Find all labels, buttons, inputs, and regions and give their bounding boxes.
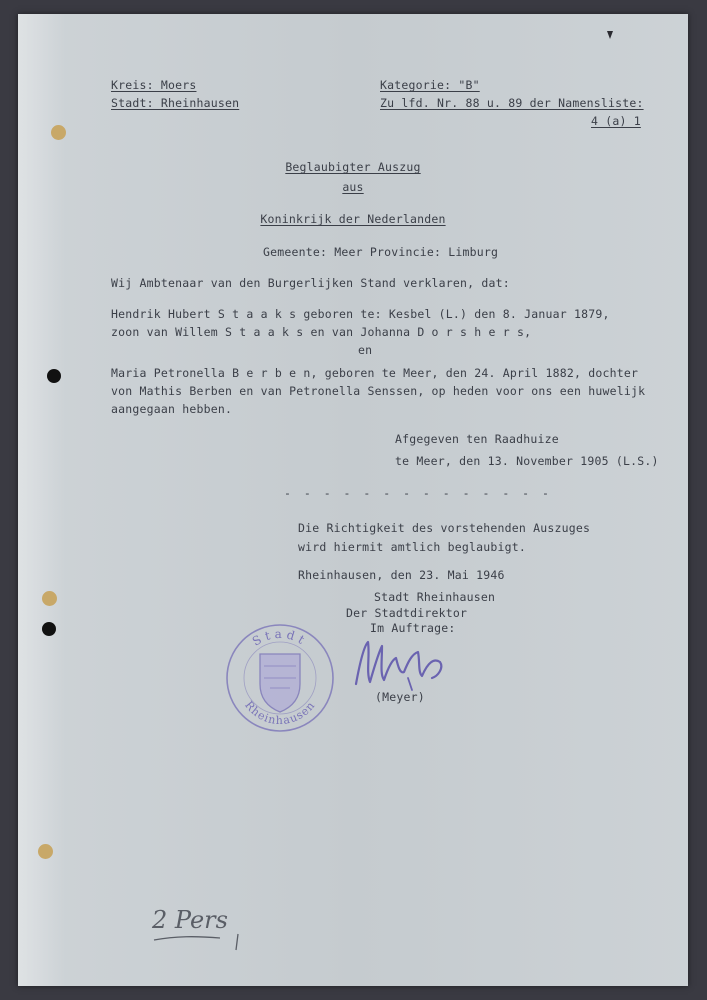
official-stamp — [224, 622, 336, 734]
signatory-title: Der Stadtdirektor — [346, 606, 468, 620]
place-date: Rheinhausen, den 23. Mai 1946 — [298, 568, 505, 582]
punch-hole — [47, 369, 61, 383]
issued-line-1: Afgegeven ten Raadhuize — [395, 432, 559, 446]
namensliste-ref: Zu lfd. Nr. 88 u. 89 der Namensliste: — [380, 96, 644, 110]
groom-line-2: zoon van Willem S t a a k s en van Johanna D o r s h e r s, — [111, 325, 532, 339]
kategorie-label: Kategorie: "B" — [380, 78, 480, 92]
country-heading: Koninkrijk der Nederlanden — [260, 212, 446, 226]
signatory-office: Stadt Rheinhausen — [374, 590, 496, 604]
signatory-by-order: Im Auftrage: — [370, 621, 456, 635]
intro-line: Wij Ambtenaar van den Burgerlijken Stand verklaren, dat: — [111, 276, 510, 290]
conjunction-en: en — [358, 343, 373, 357]
document-page — [18, 14, 688, 986]
list-reference: 4 (a) 1 — [591, 114, 641, 128]
signatory-name: (Meyer) — [375, 690, 425, 704]
pencil-note-text: 2 Pers — [152, 906, 228, 934]
certification-line-2: wird hiermit amtlich beglaubigt. — [298, 540, 526, 554]
punch-hole — [51, 125, 66, 140]
bride-line-1: Maria Petronella B e r b e n, geboren te Meer, den 24. April 1882, dochter — [111, 366, 639, 380]
document-title: Beglaubigter Auszug — [285, 160, 421, 174]
bride-line-2: von Mathis Berben en van Petronella Senssen, op heden voor ons een huwelijk — [111, 384, 646, 398]
pencil-annotation — [146, 896, 256, 956]
issued-line-2: te Meer, den 13. November 1905 (L.S.) — [395, 454, 659, 468]
municipality-line: Gemeente: Meer Provincie: Limburg — [263, 245, 499, 259]
bride-line-3: aangegaan hebben. — [111, 402, 233, 416]
punch-hole — [42, 622, 56, 636]
corner-mark — [606, 30, 614, 40]
handwritten-signature — [348, 632, 458, 692]
groom-line-1: Hendrik Hubert S t a a k s geboren te: Kesbel (L.) den 8. Januar 1879, — [111, 307, 610, 321]
stamp-text-top: Stadt — [249, 626, 311, 649]
separator-dashes: - - - - - - - - - - - - - - — [284, 486, 552, 500]
certification-line-1: Die Richtigkeit des vorstehenden Auszuges — [298, 521, 591, 535]
stadt-label: Stadt: Rheinhausen — [111, 96, 240, 110]
title-aus: aus — [342, 180, 364, 194]
punch-hole — [38, 844, 53, 859]
stamp-text-bottom: Rheinhausen — [242, 698, 318, 728]
punch-hole — [42, 591, 57, 606]
kreis-label: Kreis: Moers — [111, 78, 197, 92]
